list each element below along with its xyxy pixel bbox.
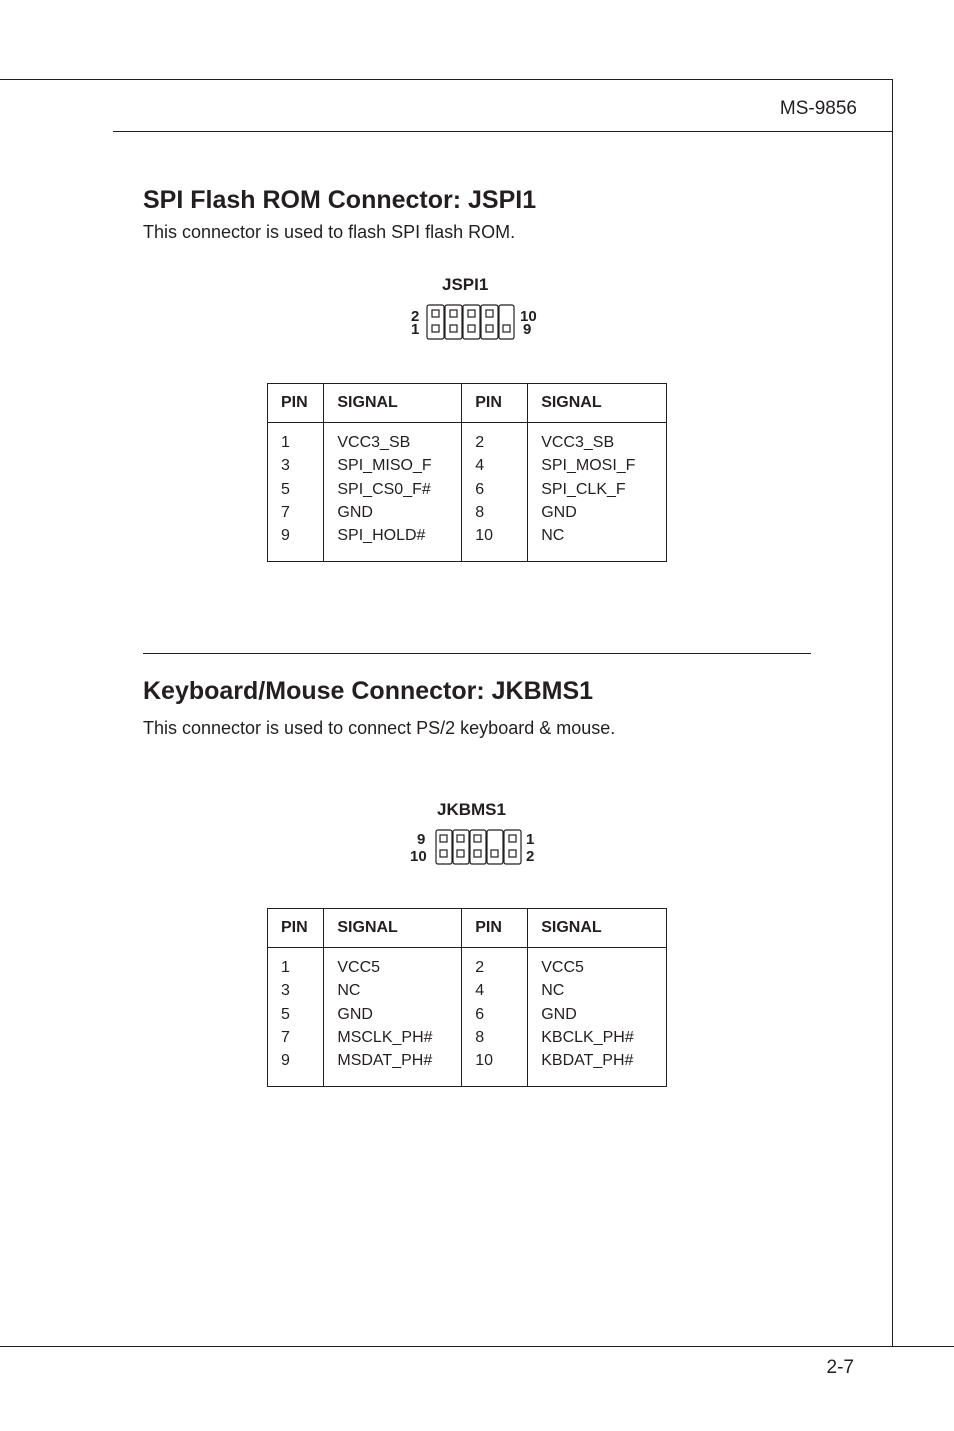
- odd-pins-cell: [268, 948, 324, 1087]
- header-pin: PIN: [462, 909, 528, 948]
- signal-name: GND: [337, 1005, 373, 1023]
- header-pin: PIN: [268, 909, 324, 948]
- pin-number: 1: [281, 434, 290, 451]
- jkbms1-pin-header-diagram: [435, 829, 523, 866]
- signal-name: VCC3_SB: [337, 434, 411, 451]
- pin-number: 6: [475, 480, 485, 498]
- right-border-line: [892, 79, 893, 1347]
- signal-name: GND: [337, 503, 373, 521]
- header-rule: [113, 131, 893, 132]
- signal-name: NC: [541, 982, 565, 1000]
- header-signal: SIGNAL: [528, 384, 667, 423]
- jkbms1-pin-table: [267, 908, 667, 1087]
- signal-name: GND: [541, 1005, 577, 1023]
- pin-number: 5: [281, 480, 290, 498]
- pin-label-top-left: 2: [411, 308, 420, 325]
- pin-number: 7: [281, 1028, 290, 1046]
- pin-number: 1: [281, 959, 290, 976]
- pin-number: 8: [475, 503, 485, 521]
- signal-name: KBDAT_PH#: [541, 1052, 634, 1070]
- pin-number: 4: [475, 457, 485, 475]
- signal-name: MSCLK_PH#: [337, 1028, 433, 1046]
- odd-pins-cell: [268, 423, 324, 562]
- pin-number: 3: [281, 982, 290, 1000]
- signal-name: KBCLK_PH#: [541, 1028, 634, 1046]
- signal-name: SPI_MISO_F: [337, 457, 432, 475]
- signal-name: SPI_HOLD#: [337, 527, 426, 545]
- signal-name: SPI_MOSI_F: [541, 457, 636, 475]
- connector-label-jspi1: JSPI1: [442, 275, 489, 294]
- signal-name: VCC3_SB: [541, 434, 615, 451]
- pin-number: 5: [281, 1005, 290, 1023]
- pin-number: 2: [475, 434, 485, 451]
- page-number: 2-7: [826, 1357, 854, 1378]
- jspi1-pin-header-diagram: [426, 304, 516, 341]
- table-header-row: [268, 384, 667, 423]
- table-header-row: [268, 909, 667, 948]
- top-border-line: [0, 79, 893, 80]
- pin-number: 10: [475, 527, 493, 545]
- odd-signals-cell: [324, 948, 462, 1087]
- section-description-jspi1: This connector is used to flash SPI flash ROM.: [143, 222, 516, 242]
- pin-label-bottom-left: 10: [410, 848, 427, 865]
- pin-label-bottom-right: 2: [526, 848, 535, 865]
- pin-number: 6: [475, 1005, 485, 1023]
- signal-name: SPI_CS0_F#: [337, 480, 431, 498]
- section-title-jkbms1: Keyboard/Mouse Connector: JKBMS1: [143, 677, 594, 705]
- even-pins-cell: [462, 423, 528, 562]
- pin-number: 4: [475, 982, 485, 1000]
- pin-label-top-left: 9: [417, 831, 426, 848]
- even-signals-cell: [528, 948, 667, 1087]
- jspi1-pin-table: [267, 383, 667, 562]
- section-description-jkbms1: This connector is used to connect PS/2 keyboard & mouse.: [143, 718, 616, 738]
- header-signal: SIGNAL: [528, 909, 667, 948]
- signal-name: SPI_CLK_F: [541, 480, 626, 498]
- odd-signals-cell: [324, 423, 462, 562]
- connector-label-jkbms1: JKBMS1: [437, 800, 506, 819]
- table-row: [268, 423, 667, 562]
- signal-name: VCC5: [541, 959, 584, 976]
- pin-number: 9: [281, 1052, 290, 1070]
- even-signals-cell: [528, 423, 667, 562]
- header-pin: PIN: [462, 384, 528, 423]
- section-divider: [143, 653, 811, 654]
- pin-label-bottom-right: 9: [523, 321, 532, 338]
- pin-label-top-right: 1: [526, 831, 535, 848]
- even-pins-cell: [462, 948, 528, 1087]
- signal-name: GND: [541, 503, 577, 521]
- pin-number: 7: [281, 503, 290, 521]
- pin-label-bottom-left: 1: [411, 321, 420, 338]
- pin-number: 2: [475, 959, 485, 976]
- model-number: MS-9856: [779, 98, 857, 119]
- bottom-border-line: [0, 1346, 954, 1347]
- pin-number: 8: [475, 1028, 485, 1046]
- header-signal: SIGNAL: [324, 384, 462, 423]
- pin-label-top-right: 10: [520, 308, 537, 325]
- pin-number: 10: [475, 1052, 494, 1070]
- signal-name: MSDAT_PH#: [337, 1052, 433, 1070]
- signal-name: NC: [541, 527, 565, 545]
- signal-name: NC: [337, 982, 361, 1000]
- signal-name: VCC5: [337, 959, 381, 976]
- header-signal: SIGNAL: [324, 909, 462, 948]
- section-title-jspi1: SPI Flash ROM Connector: JSPI1: [143, 186, 537, 214]
- table-row: [268, 948, 667, 1087]
- pin-number: 3: [281, 457, 290, 475]
- header-pin: PIN: [268, 384, 324, 423]
- pin-number: 9: [281, 527, 290, 545]
